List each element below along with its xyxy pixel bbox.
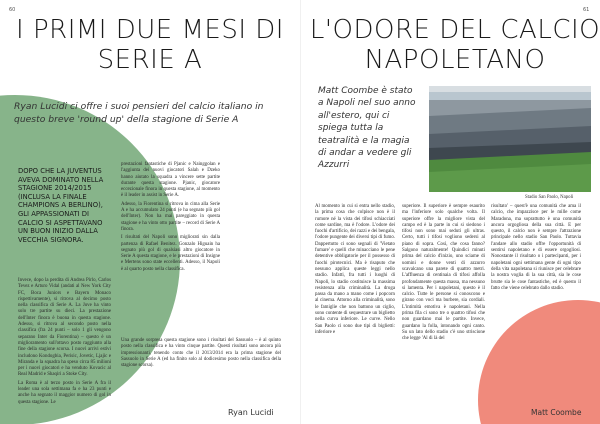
body-paragraph: prestazioni fantastiche di Pjanic e Nainggolan e l'aggiunta dei nuovi giocatori Salah e Dzeko hanno aiutato la squadra a vincere sette partite durante questa stagione. Pjanic, giocatore eccezionale finora in questa stagione, al momento è il leader in assist in Serie A. (121, 162, 220, 199)
body-column-right-2 (402, 204, 485, 345)
page-number-right: 61 (583, 7, 590, 13)
standfirst-left: Ryan Lucidi ci offre i suoi pensieri del calcio italiano in questo breve 'round up' della stagione di Serie A (14, 101, 264, 125)
body-paragraph: La Roma è al terzo posto in Serie A fra il leader una sola settimana fa e ha 23 punti e anche ha segnato il maggior numero di gol in questa stagione. Le (18, 380, 111, 405)
body-paragraph: risultato' – quest'è una comunità che ama il calcio, che impazzisce per le mille come Maradona, ma soprattutto è una comunità ancora orgogliosa della sua città. E per questo, il calcio non è sempre l'attrazione principale nello stadio San Paolo. Tuttavia l'andare allo stadio offre l'opportunità di sentirsi napoletano e di essere orgogliosi. Nonostante il risultato o i partecipanti, per i napoletani ogni settimana gente di ogni tipo della vita napoletana si riunisce per celebrare la nostra voglia di la sua città, sia le cose brutte sia le cose fantastiche, ed è questo il fatto che viene celebrato dallo stadio. (491, 204, 581, 291)
author-byline-right: Matt Coombe (531, 408, 582, 417)
body-paragraph: superiore. Il superiore è sempre esaurito ma l'inferiore solo qualche volta. Il superiore offre la migliore vista del campo ed è la parte in cui si siedono i tifosi non sono mai seduti gli ultras. Certo, tutti i tifosi vogliono sedersi al piano di sopra. Così, che cosa fanno? Salgono naturalmente! Quindici minuti prima del calcio d'inizio, uno sciame di uomini e donne venti di azzurro scavalcano una parete di quattro metri. L'affluenza di centinaia di tifosi affolla profondamente questa massa, ma nessuno si lamenta. Per i napoletani, questo è il calcio. Tutte le persone si conoscono e girano con voci ma burbere, sia cordiali. L'intimità emotiva è napoletani. Nella prima fila ci sono tre o quattro tifosi che non guardano mai le partite. Invece, guardano la folla, intonando ogni canto. Su un lato dello stadio c'è uno striscione che legge 'Al di là del (402, 204, 485, 342)
body-paragraph: Adesso, la Fiorentina si ritrova in cima alla Serie A e ha accumulato 24 punti (e ha segnato più gol dell'Inter). Non ha mai pareggiato in questa stagione e ha vinto otto partite – record di Serie A finora. (121, 201, 220, 232)
body-column-left-1 (18, 278, 111, 408)
body-paragraph: Invece, dopo la perdita di Andrea Pirlo, Carlos Tevez e Arturo Vidal (andati al New York City FC, Boca Juniors e Bayern Monaco rispettivamente), si ritrova al decimo posto nella classifica di Serie A. La Juve ha vinto solo tre partite su dieci. La prestazione dell'Inter finora è buona in questa stagione. Adesso, si ritrova al secondo posto nella classifica (fra 24 punti – solo 1 gli vengono separano Inter da Fiorentina) – questo è un miglioramento sull'ottavo posto raggiunto alla fine della stagione scorsa. I nuovi arrivi estivi includono Kondogbia, Perisic, Jovetic, Ljajic e Miranda e la squadra ha speso circa 85 milioni per i nuovi giocatori e ha venduto Kovacic al Real Madrid e Shaqiri a Stoke City. (18, 278, 111, 378)
standfirst-right: Matt Coombe è stato a Napoli nel suo anno all'estero, qui ci spiega tutta la teatralità e la magia di andar a vedere gli Azzurri (318, 86, 416, 171)
body-paragraph: I risultati del Napoli sono migliorati sin dalla partenza di Rafael Benitez. Gonzalo Higuain ha segnato più gol di qualsiasi altro giocatore in Serie A questa stagione, e le prestazioni di Insigne e Mertens sono state eccellenti. Adesso, il Napoli è al quarto posto nella classifica. (121, 235, 220, 272)
body-column-right-1 (315, 204, 395, 338)
article-title-right: L'ODORE DEL CALCIO NAPOLETANO (309, 15, 600, 75)
stadium-photo (429, 86, 591, 192)
decorative-red-circle (478, 300, 600, 424)
body-paragraph: Una grande sorpresa questa stagione sono i risultati del Sassuolo – è al quinto posto nella classifica e ha vinto cinque partite. Questi risultati sono ancora più impressionanti, tenendo conto che il 2013/2014 era la prima stagione del Sassuolo in Serie A (ed ha finito solo al dodicesimo posto nella classifica della stagione scorsa). (121, 338, 281, 369)
body-column-left-2 (121, 162, 220, 275)
stadium-photo-illustration (429, 86, 591, 192)
article-title-left: I PRIMI DUE MESI DI SERIE A (16, 15, 284, 75)
intro-paragraph: DOPO CHE LA JUVENTUS AVEVA DOMINATO NELLA STAGIONE 2014/2015 (INCLUSA LA FINALE CHAMPIONS A BERLINO), GLI APPASSIONATI DI CALCIO SI ASPETTAVANO UN BUON INIZIO DALLA VECCHIA SIGNORA. (18, 167, 104, 244)
body-paragraph: Al momento in cui si entra nello stadio, la prima cosa che colpisce non è il rumore né la vista dei tifosi schiacciati come sardine, ma è l'odore. L'odore dei fuochi d'artificio, dei razzi e dei bengala, l'odore pungente dei diversi tipi di fumo. Dappertutto ci sono segnali di 'Vietato fumare' e quelli che minacciano le pene detentive obbligatorie per il possesso di fuochi pirotecnici. Ma è risaputo che nessuno applica queste leggi nello stadio. Infatti, fra tutti i luoghi di Napoli, lo stadio costituisce la massima resistenza alla criminalità. La droga passa da mano a mano come i popcorn al cinema. Attorno alla criminalità, sono le famiglie che non battono un ciglio, sono contente di sequestrare un biglietto nella curva inferiore. Le curve. Nello San Paolo ci sono due tipi di biglietti: inferiore e (315, 204, 395, 335)
body-column-left-3 (121, 338, 281, 371)
page-gutter (300, 0, 301, 424)
body-column-right-3 (491, 204, 581, 294)
photo-caption: Stadio San Paolo, Napoli (525, 195, 574, 200)
page-number-left: 60 (9, 7, 16, 13)
author-byline-left: Ryan Lucidi (228, 408, 274, 417)
